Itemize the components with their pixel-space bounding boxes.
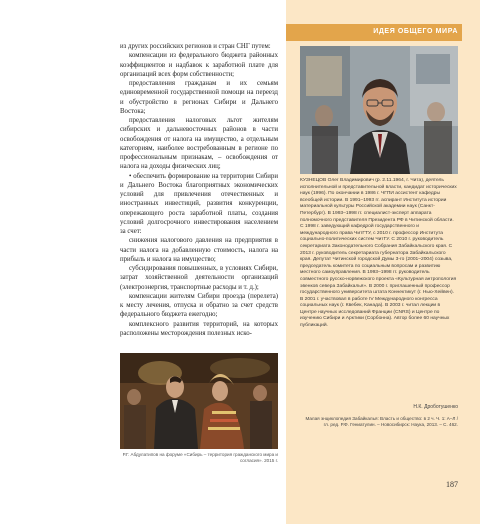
section-title: ИДЕЯ ОБЩЕГО МИРА bbox=[373, 28, 458, 35]
paragraph: предоставления гражданам и их семьям единовременной государственной помощи на переезд и обустройство в регионах Сибири и Дальнего Востока; bbox=[120, 80, 278, 115]
portrait-photo bbox=[300, 46, 458, 174]
source-citation: Малая энциклопедия Забайкалья: Власть и общество: в 2 ч. Ч. 1: А–Л / гл. ред. Р.Ф. Гениатулин. – Новосибирск: Наука, 2013. – С. 462. bbox=[305, 416, 458, 427]
photo-caption: Р.Г. Абдулатипов на форуме «Сибирь – территория гражданского мира и согласия». 2015 г. bbox=[122, 452, 278, 463]
paragraph: из других российских регионов и стран СНГ путем: bbox=[120, 43, 271, 50]
paragraph: субсидирования повышенных, в условиях Сибири, затрат хозяйственной деятельности организаций (электроэнергия, транспортные расходы и т. д.); bbox=[120, 265, 278, 291]
paragraph: снижения налогового давления на предприятия в части налога на добавленную стоимость, налога на прибыль и налога на имущество; bbox=[120, 237, 278, 263]
portrait-illustration bbox=[300, 46, 458, 174]
forum-photo bbox=[120, 353, 278, 449]
forum-photo-illustration bbox=[120, 353, 278, 449]
page-number: 187 bbox=[446, 480, 458, 489]
biography-text: КУЗНЕЦОВ Олег Владимирович (р. 2.11.1964, г. Чита), деятель исполнительной и представительной власти, кандидат исторических наук (1996). По окончании в 1986 г. ЧГПИ ассистент кафедры всеобщей истории. В 1991–1993 гг. аспирант Института истории материальной культуры Российской академии наук (Санкт-Петербург). В 1993–1998 гг. специалист-эксперт аппарата полномочного представителя Президента РФ в Читинской области. С 1998 г. заведующий кафедрой государственного и международного права ЧитГТУ, с 2010 г. профессор Института социально-политических систем ЧитГУ. С 2010 г. руководитель секретариата Законодательного Собрания Забайкальского края. С 2013 г. руководитель секретариата губернатора Забайкальского края. Депутат Читинской городской Думы 3-го (2001–2004) созыва, председатель комитета по социальным вопросам и развитию местного самоуправления. В 1993–1998 гг. руководитель совместного русско-норвежского проекта «Культурная антропология эвенков севера Забайкалья». В 2000 г. приглашенный профессор государственного университета штата Коннектикут (г. Нью-Хейвен). В 2001 г. участвовал в работе IV Международного конгресса социальных наук (г. Квебек, Канада). В 2003 г. читал лекции в Центре научных исследований Франции (CNRS) и Центре по изучению Сибири и Арктики (Сорбонна). Автор более 60 научных публикаций. bbox=[300, 178, 457, 329]
paragraph: комплексного развития территорий, на которых расположены месторождения полезных иско- bbox=[120, 320, 278, 337]
article-author: Н.К. Дроботушенко bbox=[413, 404, 458, 410]
paragraph: компенсации жителям Сибири проезда (перелета) к месту лечения, отпуска и обратно за счет средств федерального бюджета ежегодно; bbox=[120, 292, 278, 319]
paragraph: • обеспечить формирование на территории Сибири и Дальнего Востока благоприятных экономических условий для привлечения отечественных и иностранных инвестиций, развития конкуренции, опережающего роста заработной платы, создания условий долгосрочного инвестирования населением за счет: bbox=[120, 172, 278, 235]
paragraph: компенсации из федерального бюджета районных коэффициентов и надбавок к заработной плате для организаций всех форм собственности; bbox=[120, 52, 278, 78]
main-text-column bbox=[120, 42, 278, 348]
paragraph: предоставления налоговых льгот жителям сибирских и дальневосточных районов в части освобождения от налога на имущество, а отдельным категориям, наиболее востребованным в регионе по профессиональным признакам, – освобождения от налога на доходы физических лиц; bbox=[120, 117, 278, 171]
